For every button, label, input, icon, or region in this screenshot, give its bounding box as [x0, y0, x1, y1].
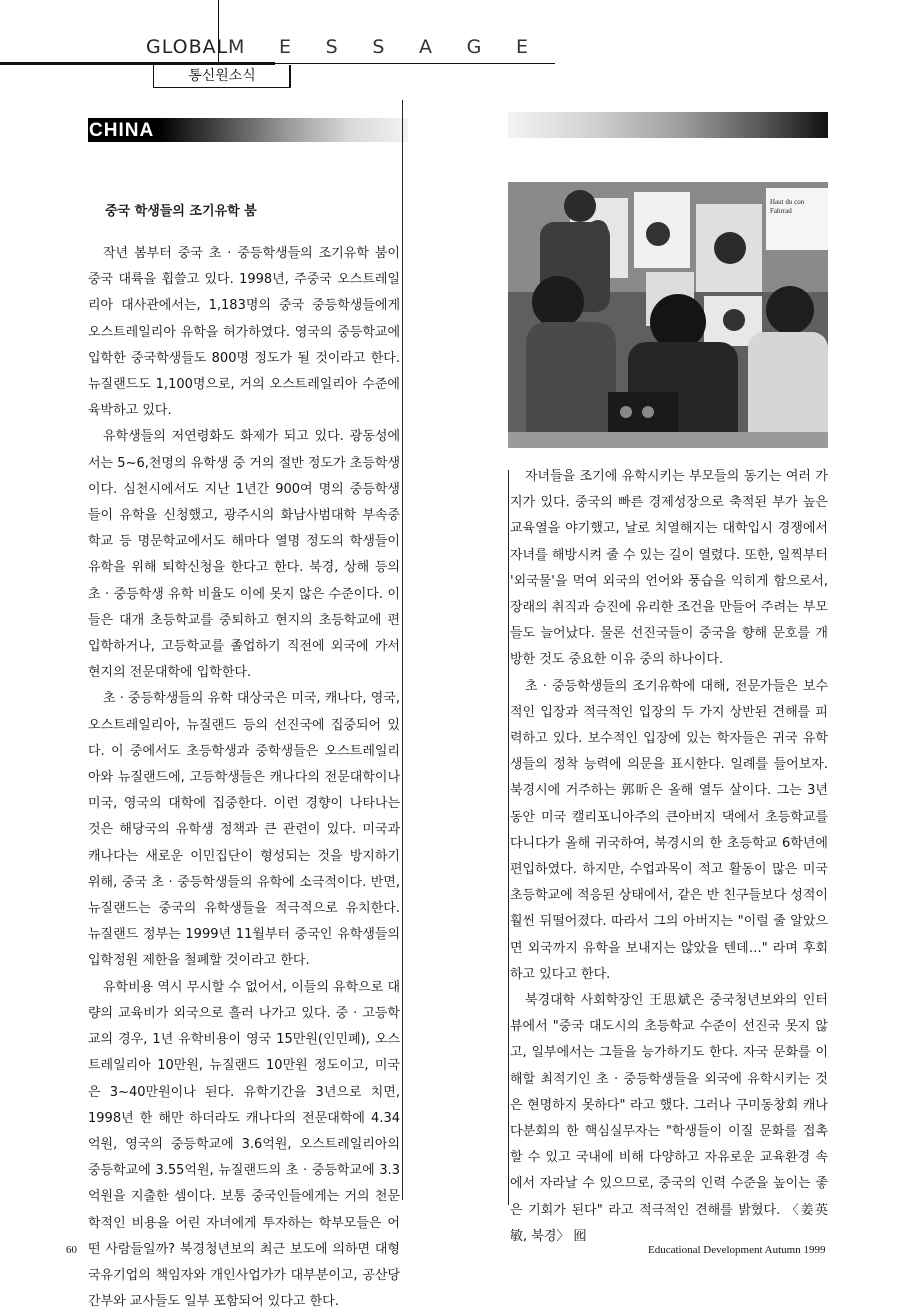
header-letter: E	[279, 36, 292, 58]
section-label-box: 통신원소식	[153, 65, 291, 88]
china-banner-right	[508, 112, 828, 138]
photo-sign-text: Fahrrad	[770, 207, 792, 215]
classroom-photo-illustration	[508, 182, 828, 448]
article-headline: 중국 학생들의 조기유학 붐	[105, 204, 257, 219]
china-banner-label: CHINA	[89, 120, 155, 141]
body-paragraph: 작년 봄부터 중국 초 · 중등학생들의 조기유학 붐이 중국 대륙을 휩쓸고 있다. 1998년, 주중국 오스트레일리아 대사관에서는, 1,183명의 중국 중등학생들에게 오스트레일리아 유학을 허가하였다. 영국의 중등학교에 입학한 중국학생들도 800명 정도가 될 것이라고 한다. 뉴질랜드도 1,100명으로, 거의 오스트레일리아 수준에 육박하고 있다.	[88, 246, 400, 419]
header-letter: E	[515, 36, 528, 58]
publication-footer: Educational Development Autumn 1999	[648, 1244, 826, 1256]
classroom-photo	[508, 182, 828, 448]
body-paragraph: 유학생들의 저연령화도 화제가 되고 있다. 광동성에서는 5~6,천명의 유학생 중 거의 절반 정도가 초등학생이다. 심천시에서도 지난 1년간 900여 명의 중등학생들이 유학을 신청했고, 광주시의 화남사범대학 부속중학교 등 명문학교에서도 해마다 열명 정도의 학생들이 유학을 위해 퇴학신청을 한다고 한다. 북경, 상해 등의 초 · 중등학생 유학 비율도 이에 못지 않은 수준이다. 이들은 대개 초등학교를 중퇴하고 현지의 초등학교에 편입학하거나, 고등학교를 졸업하기 직전에 외국에 가서 현지의 전문대학에 입학한다.	[88, 429, 400, 681]
body-paragraph: 초 · 중등학생들의 조기유학에 대해, 전문가들은 보수적인 입장과 적극적인 입장의 두 가지 상반된 견해를 피력하고 있다. 보수적인 입장에 있는 학자들은 귀국 유학생들의 정착 능력에 의문을 표시한다. 일례를 들어보자. 북경시에 거주하는 郭昕은 올해 열두 살이다. 그는 3년 동안 미국 캘리포니아주의 큰아버지 댁에서 초등학교를 다니다가 올해 귀국하여, 북경시의 한 초등학교 6학년에 편입하였다. 하지만, 수업과목이 적고 활동이 많은 미국 초등학교에 적응된 상태에서, 같은 반 친구들보다 성적이 훨씬 뒤떨어졌다. 따라서 그의 아버지는 "이럴 줄 알았으면 외국까지 유학을 보내지는 않았을 텐데…" 라며 후회하고 있다고 한다.	[510, 678, 828, 982]
article-right-column	[510, 464, 828, 1250]
body-paragraph: 북경대학 사회학장인 王思斌은 중국청년보와의 인터뷰에서 "중국 대도시의 초등학교 수준이 선진국 못지 않고, 일부에서는 그들을 능가하기도 한다. 자국 문화를 이해할 최적기인 초 · 중등학생들을 외국에 유학시키는 것은 현명하지 못하다" 라고 했다. 그러나 구미동창회 캐나다분회의 한 핵심실무자는 "학생들이 이질 문화를 접촉할 수 있고 국내에 비해 다양하고 자유로운 교육환경 속에서 자라날 수 있으므로, 중국의 인력 수준을 높이는 좋은 기회가 된다" 라고 적극적인 견해를 밝혔다. 〈姜英敏, 북경〉 囮	[510, 993, 828, 1244]
header-letter: M	[228, 36, 245, 58]
section-label-box-shadow	[289, 65, 291, 88]
header-thin-rule	[275, 63, 555, 64]
header-letter: G	[466, 36, 482, 58]
body-paragraph: 자녀들을 조기에 유학시키는 부모들의 동기는 여러 가지가 있다. 중국의 빠른 경제성장으로 축적된 부가 높은 교육열을 야기했고, 날로 치열해지는 대학입시 경쟁에서 자녀를 해방시켜 줄 수 있는 길이 열렸다. 또한, 일찍부터 '외국물'을 먹여 외국의 언어와 풍습을 익히게 함으로서, 장래의 취직과 승진에 유리한 조건을 만들어 주려는 부모들도 늘어났다. 물론 선진국들이 중국을 향해 문호를 개방한 것도 중요한 이유 중의 하나이다.	[510, 469, 828, 668]
right-column-rule	[508, 470, 509, 1205]
page-number: 60	[66, 1244, 77, 1256]
header-global-title: GLOBAL	[146, 36, 229, 58]
header-letter: S	[325, 36, 338, 58]
header-letter: A	[418, 36, 432, 58]
body-paragraph: 초 · 중등학생들의 유학 대상국은 미국, 캐나다, 영국, 오스트레일리아, 뉴질랜드 등의 선진국에 집중되어 있다. 이 중에서도 초등학생과 중학생들은 오스트레일리아와 뉴질랜드에, 고등학생들은 캐나다의 전문대학이나 미국, 영국의 대학에 집중한다. 이런 경향이 나타나는 것은 해당국의 유학생 정책과 큰 관련이 있다. 미국과 캐나다는 새로운 이민집단이 형성되는 것을 방지하기 위해, 중국 초 · 중등학생들의 유학에 소극적이다. 반면, 뉴질랜드는 중국의 유학생들을 적극적으로 유치한다. 뉴질랜드 정부는 1999년 11월부터 중국인 유학생들의 입학정원 제한을 철폐할 것이라고 한다.	[88, 691, 400, 969]
body-paragraph: 유학비용 역시 무시할 수 없어서, 이들의 유학으로 대량의 교육비가 외국으로 흘러 나가고 있다. 중 · 고등학교의 경우, 1년 유학비용이 영국 15만원(인민폐), 오스트레일리아 10만원, 뉴질랜드 10만원 정도이고, 미국은 3~40만원이나 된다. 유학기간을 3년으로 치면, 1998년 한 해만 하더라도 캐나다의 전문대학에 4.34억원, 영국의 중등학교에 3.6억원, 오스트레일리아의 중등학교에 3.55억원, 뉴질랜드의 초 · 중등학교에 3.3억원을 지출한 셈이다. 보통 중국인들에게는 거의 천문학적인 비용을 어린 자녀에게 투자하는 학부모들은 어떤 사람들일까? 북경청년보의 최근 보도에 의하면 대형 국유기업의 책임자와 개인사업가가 대부분이고, 공산당 간부와 교사들도 일부 포함되어 있다고 한다.	[88, 979, 400, 1310]
header-message-letters	[228, 36, 528, 58]
header-letter: S	[372, 36, 385, 58]
article-left-column	[88, 241, 400, 1315]
photo-sign-text: Haut du con	[770, 198, 805, 206]
left-column-rule	[402, 100, 403, 1200]
